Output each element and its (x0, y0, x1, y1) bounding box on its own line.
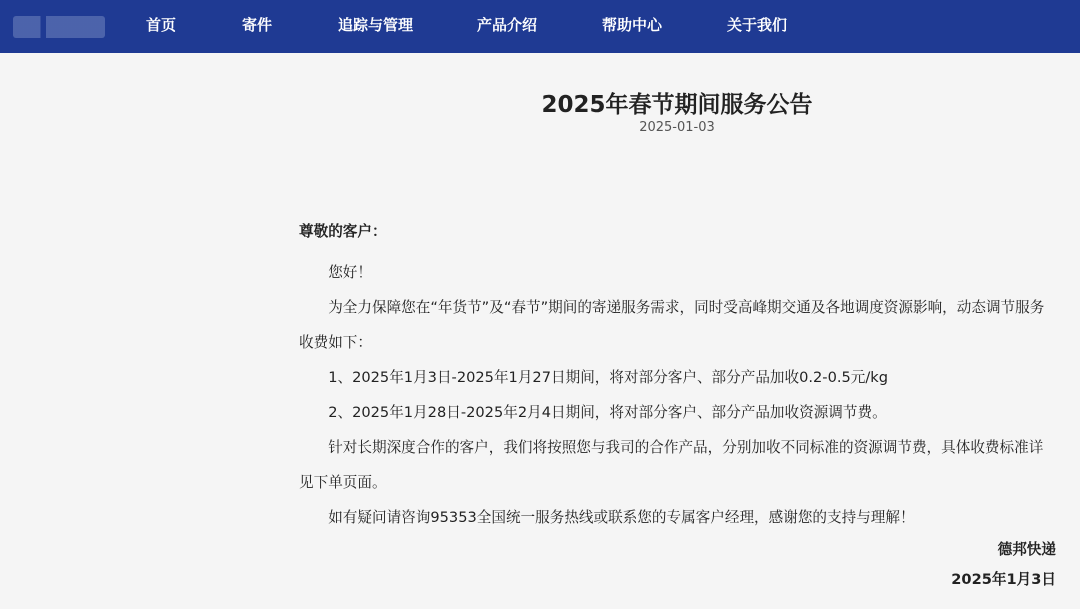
page-title: 2025年春节期间服务公告 (541, 92, 813, 118)
notice-paragraph-intro: 为全力保障您在“年货节”及“春节”期间的寄递服务需求，同时受高峰期交通及各地调度资源影响，动态调节服务收费如下： (299, 299, 1045, 351)
signature-company: 德邦快递 (997, 541, 1056, 558)
notice-body (299, 219, 1057, 535)
salutation: 尊敬的客户： (299, 223, 387, 240)
logo[interactable] (0, 0, 118, 53)
top-navbar (0, 0, 1080, 53)
nav-item-about[interactable]: 关于我们 (727, 16, 788, 34)
nav-item-help[interactable]: 帮助中心 (602, 16, 663, 34)
greeting: 您好！ (328, 264, 372, 281)
publish-date: 2025-01-03 (639, 120, 715, 135)
notice-item-1: 1、2025年1月3日-2025年1月27日期间，将对部分客户、部分产品加收0.2-0.5元/kg (328, 369, 889, 386)
notice-paragraph-partners: 针对长期深度合作的客户，我们将按照您与我司的合作产品，分别加收不同标准的资源调节费，具体收费标准详见下单页面。 (299, 439, 1044, 491)
logo-icon (13, 16, 105, 38)
nav-item-home[interactable]: 首页 (146, 16, 177, 34)
nav-item-tracking[interactable]: 追踪与管理 (338, 16, 414, 34)
signature-date: 2025年1月3日 (951, 571, 1056, 588)
notice-item-2: 2、2025年1月28日-2025年2月4日期间，将对部分客户、部分产品加收资源调节费。 (328, 404, 887, 421)
nav-item-ship[interactable]: 寄件 (242, 16, 273, 34)
nav-item-products[interactable]: 产品介绍 (477, 16, 538, 34)
notice-paragraph-contact: 如有疑问请咨询95353全国统一服务热线或联系您的专属客户经理，感谢您的支持与理解！ (328, 509, 915, 526)
